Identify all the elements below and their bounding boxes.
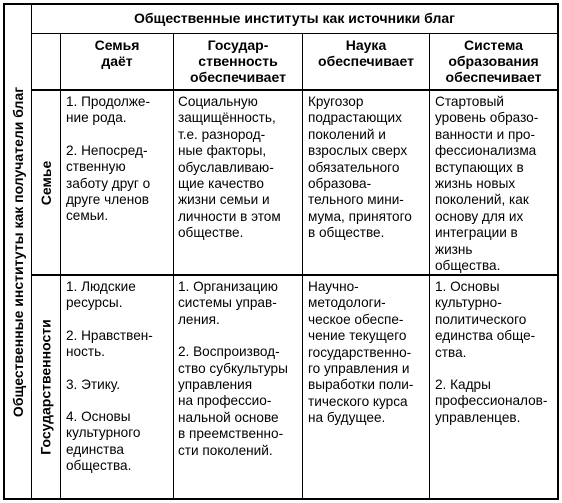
rule-under-header <box>31 89 559 91</box>
cell-family-state: Социальную защищённость, т.е. разнород- ные факторы, обуславливаю- щие качество жизни семьи и личности в этом обществе. <box>178 94 281 241</box>
cell-state-family: 1. Людские ресурсы. 2. Нравствен- ность. 3. Этику. 4. Основы культурного единства общества. <box>66 279 153 474</box>
rule-bottom <box>3 498 559 500</box>
rule-col-1 <box>173 33 174 500</box>
column-header-state: Государ- ственность обеспечивает <box>190 37 286 85</box>
column-header-science: Наука обеспечивает <box>318 37 414 69</box>
column-header-education: Система образования обеспечивает <box>445 37 542 85</box>
column-header-family: Семья даёт <box>94 37 140 69</box>
cell-family-education: Стартовый уровень образо- ванности и про- фессионализма вступающих в жизнь новых поколений, как основу для их интеграции в жизнь общества. <box>435 94 539 274</box>
cell-state-state: 1. Организацию системы управ- ления. 2. Воспроизвод- ство субкультуры управления на профессио- нальной основе в преемственно- сти поколений. <box>178 279 288 458</box>
side-title-text: Общественные институты как получатели благ <box>10 86 26 417</box>
row-label-state: Государственности <box>38 319 54 455</box>
cell-state-science: Научно- методологи- ческое обеспе- чение текущего государственно- го управления и выработки поли- тического курса на будущее. <box>308 279 414 426</box>
institutions-table <box>3 3 559 500</box>
rule-label-divider <box>60 33 61 500</box>
row-label-family: Семье <box>38 160 54 205</box>
cell-state-education: 1. Основы культурно- политического единства обще- ства. 2. Кадры профессионалов- управленцев. <box>435 279 548 425</box>
rule-col-2 <box>302 33 303 500</box>
cell-family-science: Кругозор подрастающих поколений и взрослых сверх обязательного образова- тельного мини- мума, принятого в обществе. <box>308 94 412 241</box>
table-title: Общественные институты как источники благ <box>134 10 455 26</box>
rule-col-3 <box>429 33 430 500</box>
side-title <box>5 5 31 498</box>
rule-top <box>3 3 559 5</box>
cell-family-family: 1. Продолже- ние рода. 2. Непосред- ственную заботу друг о друге членов семьи. <box>66 94 151 224</box>
rule-right <box>557 3 559 500</box>
rule-under-title <box>31 33 559 34</box>
